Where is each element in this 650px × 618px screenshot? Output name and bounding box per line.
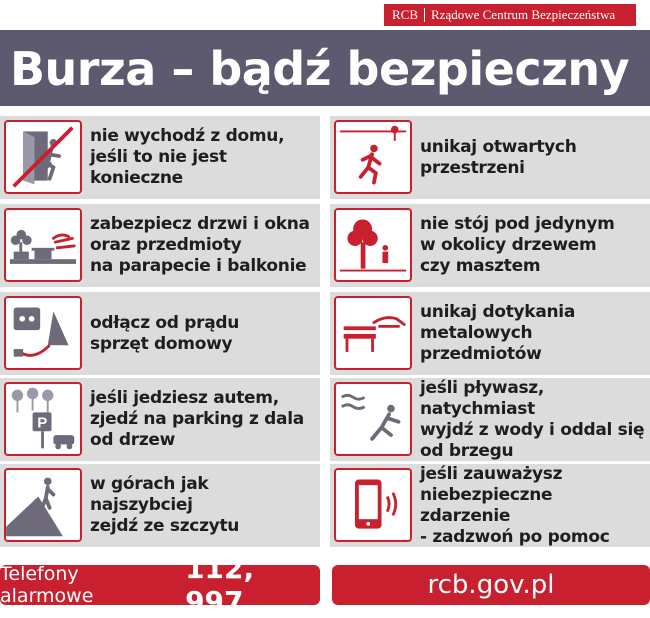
website-link[interactable]: rcb.gov.pl — [427, 570, 555, 600]
emergency-phone-numbers[interactable]: 112, 997 — [185, 552, 255, 618]
badge-separator — [424, 8, 425, 22]
rcb-badge — [384, 4, 636, 26]
windowsill-items-icon — [4, 208, 82, 282]
hand-metal-bench-icon — [334, 296, 412, 370]
tip-secure-windows — [0, 204, 320, 287]
tip-text: unikaj otwartych przestrzeni — [420, 136, 577, 178]
tip-text: jeśli jedziesz autem, zjedź na parking z dala od drzew — [90, 388, 304, 450]
svg-text:P: P — [37, 414, 48, 432]
tip-swimming — [330, 378, 650, 461]
tip-text: w górach jak najszybciej zejdź ze szczytu — [90, 474, 240, 536]
tip-text: jeśli zauważysz niebezpieczne zdarzenie - zadzwoń po pomoc — [420, 463, 610, 547]
phone-call-icon — [334, 468, 412, 542]
page-title: Burza – bądź bezpieczny — [10, 42, 630, 96]
park-away-from-trees-icon — [4, 382, 82, 456]
tip-text: odłącz od prądu sprzęt domowy — [90, 312, 240, 354]
rcb-full-name: Rządowe Centrum Bezpieczeństwa — [431, 7, 616, 22]
website-bar — [332, 565, 650, 605]
tip-text: jeśli pływasz, natychmiast wyjdź z wody i oddal się od brzegu — [420, 377, 645, 461]
tree-and-person-icon — [334, 208, 412, 282]
tip-text: nie stój pod jedynym w okolicy drzewem czy masztem — [420, 214, 615, 276]
tip-open-space — [330, 116, 650, 199]
tip-mountains — [0, 464, 320, 547]
tip-stay-home — [0, 116, 320, 199]
tip-tree-mast — [330, 204, 650, 287]
tip-metal — [330, 292, 650, 375]
tip-unplug — [0, 292, 320, 375]
emergency-phones-bar — [0, 552, 320, 618]
tip-park-away — [0, 378, 320, 461]
tip-text: unikaj dotykania metalowych przedmiotów — [420, 302, 575, 364]
unplug-appliances-icon — [4, 296, 82, 370]
tip-text: nie wychodź z domu, jeśli to nie jest konieczne — [90, 126, 285, 188]
rcb-short-name: RCB — [392, 7, 419, 22]
emergency-phones-label: Telefony alarmowe — [0, 563, 94, 607]
swimmer-leave-water-icon — [334, 382, 412, 456]
no-exit-door-icon — [4, 120, 82, 194]
avoid-open-space-icon — [334, 120, 412, 194]
tip-text: zabezpiecz drzwi i okna oraz przedmioty na parapecie i balkonie — [90, 214, 310, 276]
tip-call-help — [330, 464, 650, 547]
mountain-descend-icon — [4, 468, 82, 542]
